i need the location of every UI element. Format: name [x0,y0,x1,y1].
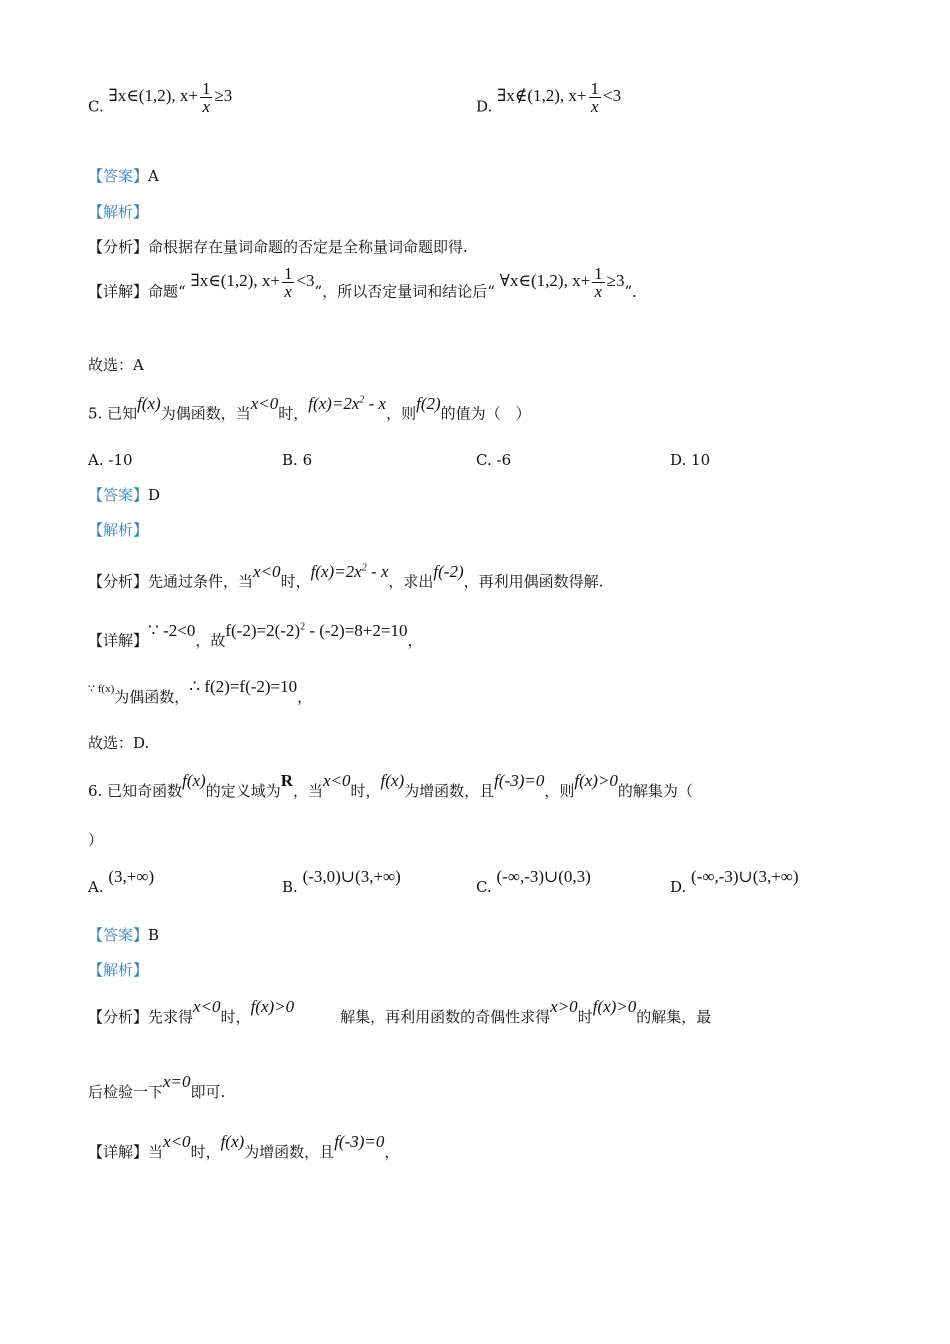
q4-fenxi: 【分析】命根据存在量词命题的否定是全称量词命题即得. [88,238,468,256]
q6-option-d: D. (-∞,-3)∪(3,+∞) [670,867,799,896]
q5-option-a: A. -10 [88,451,133,469]
q6-answer: 【答案】B [88,926,160,944]
option-label: D. [476,97,493,116]
q6-analysis-tag: 【解析】 [88,961,149,979]
q5-conclusion: 故选：D. [88,734,150,752]
option-math: ∃x∈(1,2), x+ $\frac{1}{x}$ ≥3 [108,79,233,116]
q6-option-c: C. (-∞,-3)∪(0,3) [476,867,591,896]
q4-analysis-tag: 【解析】 [88,203,149,221]
q6-fenxi: 【分析】先求得x<0时，f(x)>0解集，再利用函数的奇偶性求得x>0时f(x)>0的解集，最 [88,997,712,1026]
q6-detail: 【详解】当x<0时，f(x)为增函数，且f(-3)=0， [88,1132,400,1161]
q4-conclusion: 故选：A [88,356,144,374]
q5-analysis-tag: 【解析】 [88,521,149,539]
q5-option-b: B. 6 [282,451,313,469]
q4-detail-math2: ∀x∈(1,2), x+ $\frac{1}{x}$ ≥3 [499,264,625,301]
option-label: C. [88,97,104,116]
q5-option-d: D. 10 [670,451,711,469]
answer-tag: 【答案】 [88,167,149,185]
q4-answer [88,166,159,186]
answer-value: A [148,167,159,185]
q5-stem: 5. 已知f(x)为偶函数，当x<0时，$f(x)=2x^2 - x$，则f(2)的值为（ ） [88,393,531,423]
q6-stem: 6. 已知奇函数f(x)的定义域为R，当x<0时，f(x)为增函数，且f(-3)=0，则f(x)>0的解集为（ [88,771,693,800]
option-math: ∃x∉(1,2), x+ $\frac{1}{x}$ <3 [497,79,622,116]
q6-stem-close: ） [88,831,104,849]
q5-option-c: C. -6 [476,451,512,469]
q5-fenxi: 【分析】先通过条件，当x<0时，$f(x)=2x^2 - x$，求出f(-2)，再利用偶函数得解. [88,561,604,591]
q6-option-a: A. (3,+∞) [88,867,155,896]
q5-detail-line2: $^{\because f(x)}$为偶函数，∴ f(2)=f(-2)=10， [88,677,313,706]
q5-detail: 【详解】∵ -2<0，故$f(-2)=2(-2)^2 - (-2)=8+2=10$， [88,620,423,650]
q6-fenxi-line2: 后检验一下x=0即可. [88,1072,226,1101]
q4-option-d [476,79,622,125]
q5-answer: 【答案】D [88,486,161,504]
q4-detail-math1: ∃x∈(1,2), x+ $\frac{1}{x}$ <3 [190,264,315,301]
q4-option-c [88,79,233,125]
q4-detail: 【详解】命题“ ∃x∈(1,2), x+ $\frac{1}{x}$ <3”，所以否定量词和结论后“ ∀x∈(1,2), x+ $\frac{1}{x}$ ≥3”． [88,264,648,301]
q6-option-b: B. (-3,0)∪(3,+∞) [282,867,401,896]
